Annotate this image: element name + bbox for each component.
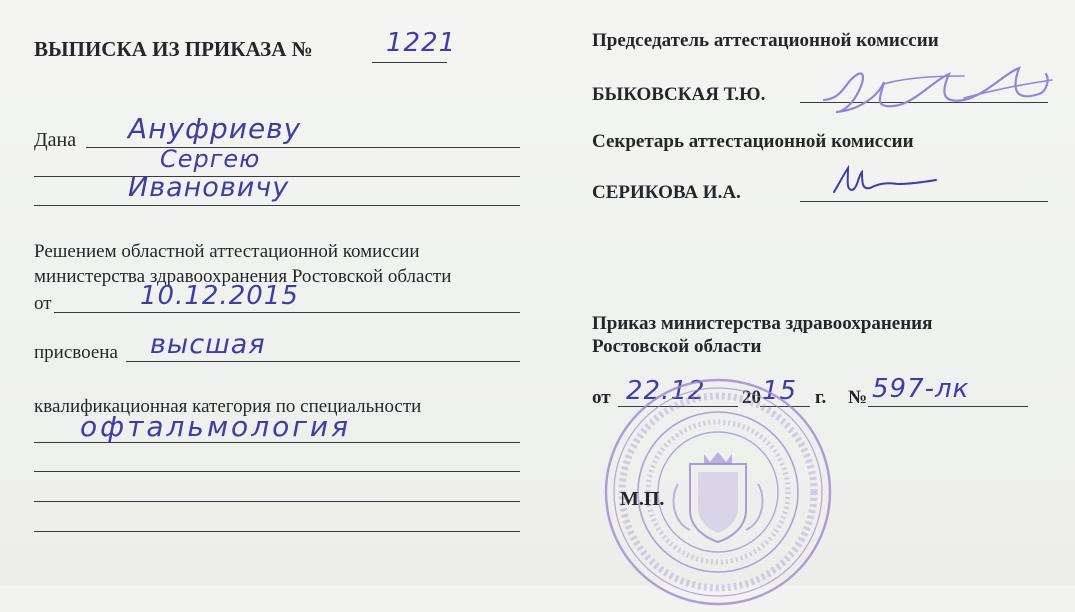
order-no-line bbox=[868, 406, 1028, 407]
issued-label: Дана bbox=[34, 129, 77, 151]
secretary-label: Секретарь аттестационной комиссии bbox=[592, 131, 914, 152]
chairman-name: БЫКОВСКАЯ Т.Ю. bbox=[592, 84, 766, 105]
secretary-signature bbox=[828, 164, 948, 204]
specialty-line-3 bbox=[34, 501, 520, 502]
chairman-label: Председатель аттестационной комиссии bbox=[592, 30, 939, 51]
decision-date-line bbox=[54, 312, 520, 313]
order-no-label: № bbox=[848, 387, 868, 408]
first-name-handwritten: Сергею bbox=[160, 145, 261, 173]
specialty-line-2 bbox=[34, 471, 520, 472]
assigned-label: присвоена bbox=[34, 342, 118, 363]
category-label: квалификационная категория по специальности bbox=[34, 396, 422, 417]
order-year-unit: г. bbox=[815, 387, 827, 408]
specialty-line-4 bbox=[34, 531, 520, 532]
order-no-handwritten: 597-лк bbox=[872, 374, 970, 404]
specialty-handwritten: офтальмология bbox=[80, 410, 351, 443]
patronymic-handwritten: Ивановичу bbox=[128, 172, 290, 203]
name-line-1 bbox=[86, 147, 520, 148]
order-date-from: от bbox=[592, 387, 611, 408]
category-handwritten: высшая bbox=[150, 329, 266, 360]
mp-stamp-place: М.П. bbox=[620, 488, 665, 510]
decision-text-2: министерства здравоохранения Ростовской области bbox=[34, 266, 452, 287]
surname-handwritten: Ануфриеву bbox=[128, 112, 302, 145]
order-text-2: Ростовской области bbox=[592, 336, 762, 357]
order-year-prefix: 20 bbox=[742, 387, 761, 408]
order-number-handwritten: 1221 bbox=[386, 28, 457, 58]
order-day-handwritten: 22.12 bbox=[626, 376, 706, 406]
name-line-3 bbox=[34, 205, 520, 206]
from-label: от bbox=[34, 293, 52, 314]
decision-text-1: Решением областной аттестационной комиссии bbox=[34, 241, 420, 262]
excerpt-title: ВЫПИСКА ИЗ ПРИКАЗА № bbox=[34, 37, 313, 61]
category-line bbox=[126, 361, 520, 362]
chairman-signature bbox=[814, 60, 1054, 130]
order-year-handwritten: 15 bbox=[762, 376, 798, 406]
secretary-name: СЕРИКОВА И.А. bbox=[592, 182, 741, 203]
order-text-1: Приказ министерства здравоохранения bbox=[592, 313, 933, 334]
order-number-line bbox=[372, 62, 447, 63]
decision-date-handwritten: 10.12.2015 bbox=[140, 281, 299, 311]
